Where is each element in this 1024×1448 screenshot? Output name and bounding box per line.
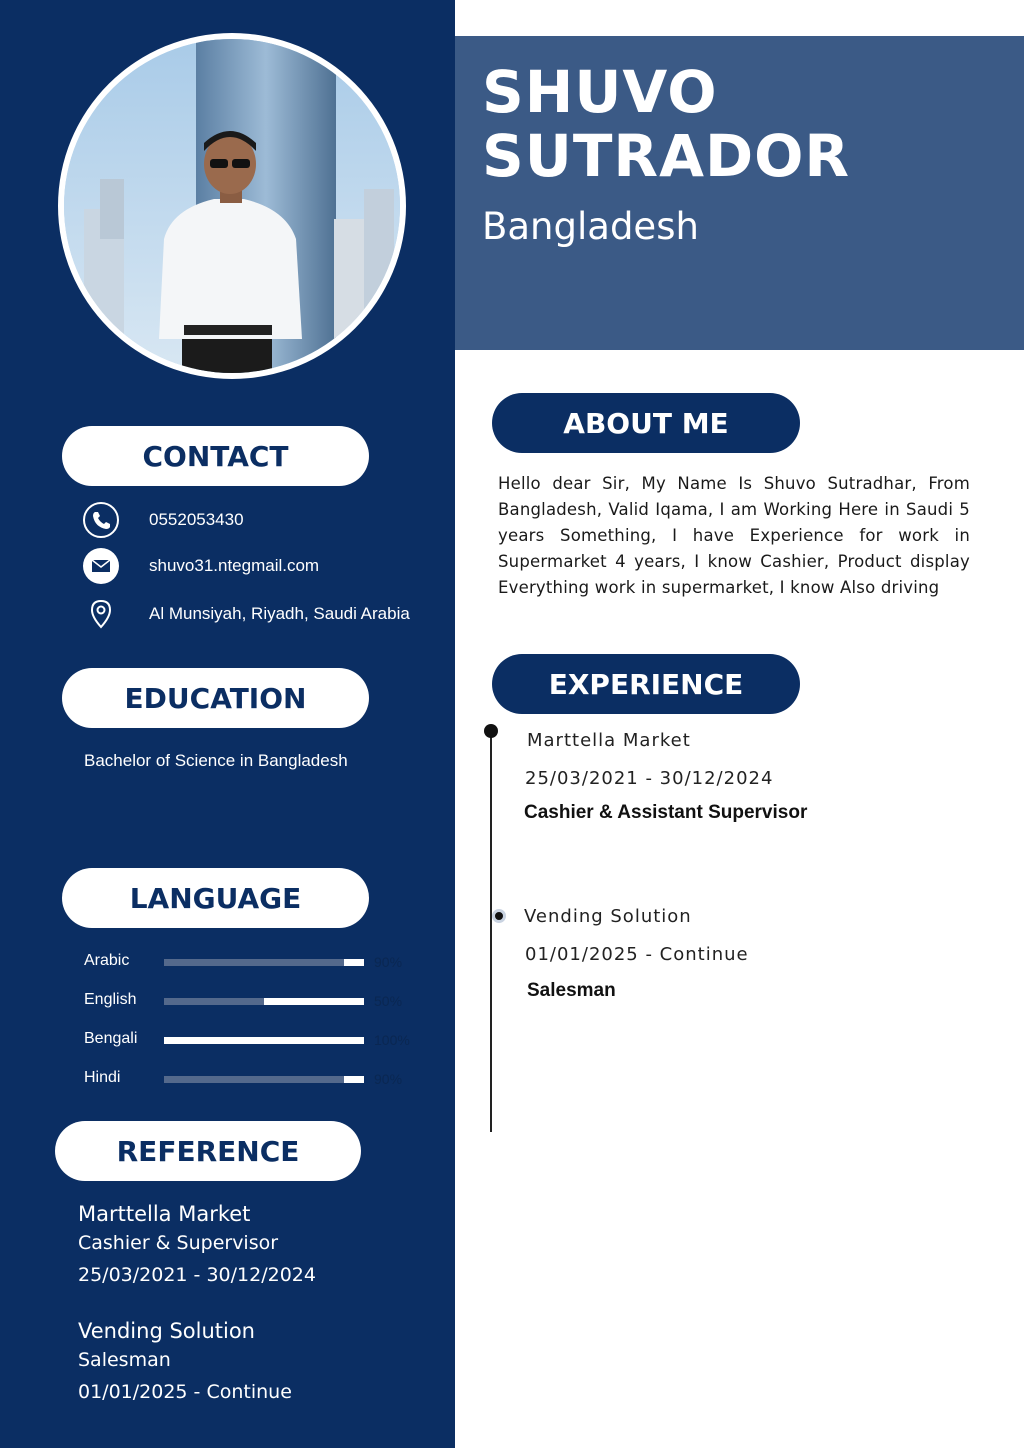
language-bar-fill	[344, 1076, 364, 1083]
about-heading: ABOUT ME	[492, 393, 800, 453]
phone-icon	[82, 501, 120, 539]
language-bar-track	[164, 1037, 364, 1044]
contact-email-text: shuvo31.ntegmail.com	[149, 556, 320, 575]
reference-role: Salesman	[78, 1349, 171, 1371]
name-heading	[482, 60, 850, 188]
language-name: Hindi	[84, 1069, 121, 1086]
language-row	[84, 952, 414, 972]
timeline-dot	[492, 909, 506, 923]
education-heading: EDUCATION	[62, 668, 369, 728]
reference-company: Vending Solution	[78, 1319, 255, 1343]
experience-company: Vending Solution	[524, 906, 692, 927]
timeline-dot	[484, 724, 498, 738]
language-bar-track	[164, 959, 364, 966]
profile-photo	[58, 33, 406, 379]
timeline-line	[490, 730, 492, 1132]
experience-company: Marttella Market	[527, 730, 691, 751]
language-name: English	[84, 991, 137, 1008]
education-entry: Bachelor of Science in Bangladesh	[84, 751, 348, 770]
language-bar-fill	[344, 959, 364, 966]
reference-company: Marttella Market	[78, 1202, 251, 1226]
language-heading: LANGUAGE	[62, 868, 369, 928]
experience-role: Cashier & Assistant Supervisor	[524, 802, 808, 823]
reference-entry	[78, 1202, 316, 1286]
language-bar-fill	[264, 998, 364, 1005]
reference-role: Cashier & Supervisor	[78, 1232, 279, 1254]
language-percent: 50%	[374, 993, 403, 1009]
contact-address-text: Al Munsiyah, Riyadh, Saudi Arabia	[149, 604, 410, 623]
contact-email	[82, 547, 319, 585]
language-row	[84, 1030, 414, 1050]
about-text: Hello dear Sir, My Name Is Shuvo Sutradhar, From Bangladesh, Valid Iqama, I am Working Here in Saudi 5 years Something, I have Experience for work in Supermarket 4 years, I know Cashier, Product display Everything work in supermarket, I know Also driving	[498, 474, 970, 597]
language-percent: 90%	[374, 1071, 403, 1087]
language-row	[84, 991, 414, 1011]
language-name: Bengali	[84, 1030, 138, 1047]
contact-phone	[82, 501, 244, 539]
reference-entry	[78, 1319, 292, 1403]
language-percent: 90%	[374, 954, 403, 970]
experience-heading: EXPERIENCE	[492, 654, 800, 714]
language-bar-track	[164, 1076, 364, 1083]
contact-address	[82, 595, 410, 633]
language-name: Arabic	[84, 952, 130, 969]
name-line2: SUTRADOR	[482, 122, 851, 190]
experience-dates: 25/03/2021 - 30/12/2024	[525, 768, 774, 789]
experience-dates: 01/01/2025 - Continue	[525, 944, 749, 965]
location-pin-icon	[82, 595, 120, 633]
reference-dates: 01/01/2025 - Continue	[78, 1381, 292, 1403]
mail-icon	[82, 547, 120, 585]
language-bar-fill	[164, 1037, 364, 1044]
profile-photo-image	[64, 39, 400, 373]
reference-heading: REFERENCE	[55, 1121, 361, 1181]
language-row	[84, 1069, 414, 1089]
name-line1: SHUVO	[482, 58, 718, 126]
contact-phone-text: 0552053430	[149, 510, 244, 529]
language-bar-track	[164, 998, 364, 1005]
experience-role: Salesman	[527, 980, 616, 1001]
language-percent: 100%	[374, 1032, 410, 1048]
reference-dates: 25/03/2021 - 30/12/2024	[78, 1264, 316, 1286]
contact-heading: CONTACT	[62, 426, 369, 486]
country-subtitle: Bangladesh	[482, 205, 699, 248]
